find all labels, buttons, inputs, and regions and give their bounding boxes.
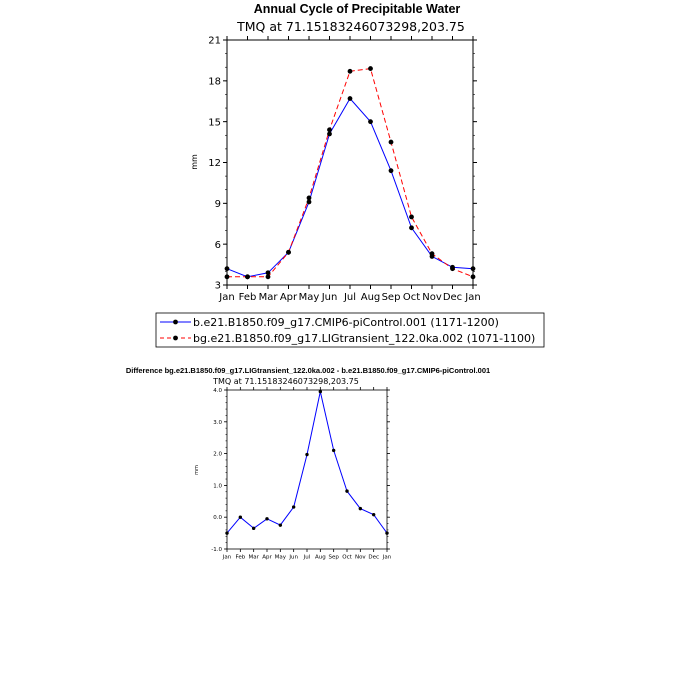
chart2-subtitle: TMQ at 71.15183246073298,203.75 [213, 377, 359, 386]
series-2-point [450, 266, 455, 271]
y-tick-label: 3 [214, 280, 221, 292]
x-tick-label: Jan [222, 554, 232, 561]
series-1-point [265, 517, 268, 520]
plot-frame [227, 390, 387, 549]
series-2-point [368, 66, 373, 71]
chart2-y-axis-label: mm [194, 465, 200, 475]
x-tick-label: Sep [381, 292, 401, 303]
x-tick-label: Dec [442, 292, 463, 303]
chart2-title: Difference bg.e21.B1850.f09_g17.LIGtransient_122.0ka.002 - b.e21.B1850.f09_g17.CMIP6-piControl.001 [125, 366, 491, 375]
series-line-1 [227, 392, 387, 533]
x-tick-label: Nov [354, 554, 366, 561]
series-1-point [385, 531, 388, 534]
series-1-point [319, 390, 322, 393]
series-1-point [348, 96, 353, 101]
y-tick-label: 9 [214, 198, 221, 210]
x-tick-label: Oct [342, 554, 352, 561]
legend-label-series-2: bg.e21.B1850.f09_g17.LIGtransient_122.0ka.002 (1071-1100) [193, 332, 536, 345]
x-tick-label: Oct [402, 292, 421, 303]
y-tick-label: 1.0 [213, 483, 222, 490]
y-tick-label: 18 [208, 76, 221, 88]
series-1-point [372, 513, 375, 516]
series-2-point [327, 127, 332, 132]
series-1-point [292, 505, 295, 508]
series-1-point [225, 266, 230, 271]
chart1-title: Annual Cycle of Precipitable Water [253, 2, 461, 16]
series-2-point [389, 140, 394, 145]
series-1-point [239, 516, 242, 519]
x-tick-label: Jul [343, 292, 357, 303]
y-tick-label: 6 [214, 239, 221, 251]
chart1-legend [156, 313, 544, 347]
chart1-subtitle: TMQ at 71.15183246073298,203.75 [237, 19, 465, 34]
series-1-point [409, 225, 414, 230]
series-2-point [225, 274, 230, 279]
series-1-point [279, 523, 282, 526]
legend-marker-series-1 [173, 320, 178, 325]
y-tick-label: 4.0 [213, 387, 222, 394]
plot-frame [227, 40, 473, 285]
chart1-plot [208, 36, 480, 303]
series-1-point [471, 266, 476, 271]
x-tick-label: Feb [235, 554, 246, 561]
legend-label-series-1: b.e21.B1850.f09_g17.CMIP6-piControl.001 (1171-1200) [193, 316, 499, 329]
chart2-plot [211, 387, 391, 561]
y-tick-label: 12 [208, 158, 221, 170]
y-tick-label: 21 [208, 35, 221, 47]
series-2-point [409, 215, 414, 220]
series-1-point [345, 489, 348, 492]
x-tick-label: May [274, 554, 287, 561]
x-tick-label: Dec [368, 554, 379, 561]
series-line-1 [227, 99, 473, 277]
x-tick-label: Aug [314, 554, 326, 561]
series-1-point [307, 200, 312, 205]
x-tick-label: Apr [262, 554, 272, 561]
series-1-point [389, 168, 394, 173]
x-tick-label: Feb [238, 292, 257, 303]
series-2-point [307, 195, 312, 200]
series-2-point [266, 274, 271, 279]
series-1-point [305, 453, 308, 456]
series-1-point [368, 119, 373, 124]
y-tick-label: 15 [208, 117, 221, 129]
series-2-point [471, 274, 476, 279]
series-2-point [245, 274, 250, 279]
y-tick-label: 0.0 [213, 515, 222, 522]
x-tick-label: Mar [248, 554, 259, 561]
x-tick-label: Aug [360, 292, 381, 303]
x-tick-label: Sep [328, 554, 339, 561]
series-2-point [430, 251, 435, 256]
series-1-point [327, 132, 332, 137]
series-2-point [286, 250, 291, 255]
legend-marker-series-2 [173, 336, 178, 341]
x-tick-label: Jun [289, 554, 298, 561]
y-tick-label: 2.0 [213, 451, 222, 458]
x-tick-label: Nov [422, 292, 442, 303]
chart1-y-axis-label: mm [190, 154, 199, 170]
x-tick-label: Jan [219, 292, 235, 303]
series-1-point [359, 507, 362, 510]
x-tick-label: Apr [279, 292, 298, 303]
series-1-point [266, 270, 271, 275]
x-tick-label: Jan [382, 554, 392, 561]
x-tick-label: Mar [258, 292, 278, 303]
y-tick-label: -1.0 [211, 546, 222, 553]
x-tick-label: Jul [303, 554, 311, 561]
x-tick-label: Jun [321, 292, 338, 303]
series-1-point [332, 449, 335, 452]
x-tick-label: Jan [465, 292, 481, 303]
series-2-point [348, 69, 353, 74]
y-tick-label: 3.0 [213, 419, 222, 426]
x-tick-label: May [298, 292, 320, 303]
series-1-point [252, 527, 255, 530]
series-1-point [225, 531, 228, 534]
